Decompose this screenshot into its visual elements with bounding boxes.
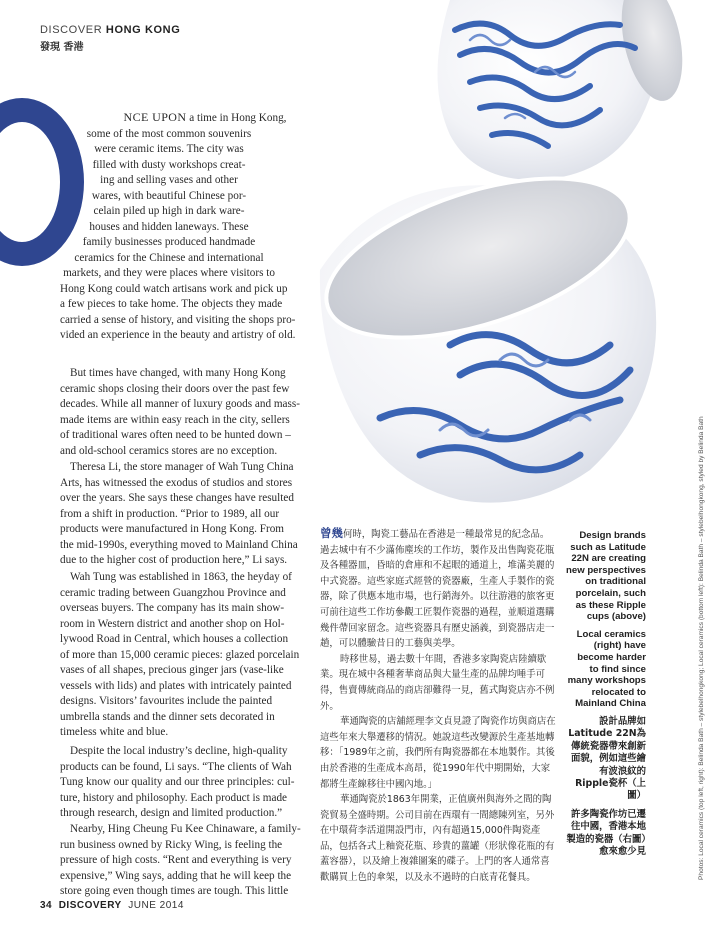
- article-line: products can be found, Li says. “The clients of Wah: [60, 760, 292, 773]
- article-line: store going even though times are tough. This little: [60, 885, 289, 897]
- article-line: ceramic shops closing their doors over the past few: [60, 382, 290, 395]
- section-title-zh: 發現 香港: [40, 42, 84, 53]
- section-title-bold: HONG KONG: [105, 24, 181, 36]
- photo-captions: [566, 530, 646, 864]
- article-paragraph: [60, 744, 310, 822]
- article-line: filled with dusty workshops creat-: [92, 158, 246, 171]
- article-line: through research, design and limited production.”: [60, 807, 283, 819]
- article-opening-line: [28, 110, 310, 127]
- article-line: markets, and they were places where visitors to: [63, 267, 275, 279]
- paragraph-text-zh: 何時，陶瓷工藝品在香港是一種最常見的紀念品。過去城中有不少滿佈塵埃的工作坊，製作及出售陶瓷花瓶及各種器皿，昏暗的倉庫和不起眼的通道上，堆滿美麗的中式瓷器。這些家庭式經營的瓷器廠，生產人手製作的瓷器，除了供應本地市場，也行銷海外。以往游港的旅客更可前往這些工作坊參觀工匠製作瓷器的過程，並順道選購幾件帶回家留念。這些瓷器具有歷史涵義，到瓷器店走一趟，可以體驗昔日的工藝與美學。: [320, 529, 555, 650]
- article-line: Tung know our quality and our three principles: cul-: [60, 776, 295, 788]
- article-paragraph: [60, 570, 310, 741]
- caption-local-en: Local ceramics (right) have become harder to find since many workshops relocated to Mainland China: [567, 628, 646, 710]
- page-footer: [40, 900, 184, 911]
- section-title-en: DISCOVER HONG KONG: [40, 24, 181, 36]
- bottom-cup: [307, 146, 656, 502]
- article-line: of traditional wares often need to be hunted down –: [60, 429, 291, 441]
- opening-rest: a time in Hong Kong,: [186, 112, 287, 124]
- article-line: were ceramic items. The city was: [94, 143, 244, 155]
- article-line: timeless white and blue.: [60, 726, 169, 738]
- article-line: due to the higher cost of production here,” Li says.: [60, 554, 288, 566]
- article-paragraph-zh: [320, 792, 556, 886]
- article-line: made items are within easy reach in the city, sellers: [60, 413, 290, 426]
- ripple-cups-photo: [300, 0, 690, 520]
- article-line: the mid-1990s, everything moved to Mainland China: [60, 538, 298, 551]
- paragraph-text-zh: 時移世易，過去數十年間，香港多家陶瓷店陸續歇業。現在城中各種奢華商品與大量生產的品牌均唾手可得，售賣傳統商品的商店卻難得一見，舊式陶瓷店亦不例外。: [320, 653, 555, 712]
- article-line: wares, with beautiful Chinese por-: [91, 189, 247, 202]
- article-line: But times have changed, with many Hong Kong: [70, 367, 286, 379]
- caption-ripple-en: Design brands such as Latitude 22N are creating new perspectives on traditional porcelain, such as these Ripple cups (above): [566, 530, 646, 623]
- article-line: ceramic trading between Guangzhou Province and: [60, 586, 286, 599]
- article-line: some of the most common souvenirs: [86, 127, 252, 140]
- opening-characters-zh: 曾幾: [320, 526, 343, 540]
- article-line: ing and selling vases and other: [100, 174, 238, 186]
- article-line: Theresa Li, the store manager of Wah Tung China: [70, 461, 294, 473]
- article-line: Wah Tung was established in 1863, the heyday of: [70, 571, 292, 583]
- article-line: umbrella stands and the dinner sets decorated in: [60, 710, 275, 723]
- paragraph-text-zh: 華通陶瓷的店舖經理李文貞見證了陶瓷作坊與商店在這些年來大舉遷移的情況。她說這些改變源於生產基地轉移：「1989年之前，我們所有陶瓷器都在本地製作。其後由於香港的生產成本高昂，從1990年代中期開始，大家都將生產線移往中國內地。」: [320, 716, 556, 790]
- article-line: over the years. She says these changes have resulted: [60, 492, 294, 504]
- article-line: houses and hidden laneways. These: [89, 220, 249, 233]
- article-paragraph: [60, 460, 310, 569]
- article-body-zh: [320, 526, 556, 886]
- magazine-name: DISCOVERY: [58, 900, 122, 911]
- article-line: ceramics for the Chinese and international: [74, 251, 264, 264]
- article-line: pressure of high costs. “Rent and everything is very: [60, 854, 292, 866]
- article-paragraph: [60, 822, 310, 900]
- article-line: vases of all shapes, precious ginger jars (vase-like: [60, 664, 284, 676]
- article-line: overseas buyers. The company has its main show-: [60, 602, 285, 614]
- article-line: celain piled up high in dark ware-: [93, 205, 245, 217]
- article-line: room in Western district and another shop on Hol-: [60, 617, 285, 630]
- article-line: carried a sense of history, and visiting the shops pro-: [60, 313, 296, 326]
- article-line: designs. Visitors’ favourites include the painted: [60, 695, 273, 707]
- article-line: Hong Kong could watch artisans work and pick up: [60, 282, 288, 295]
- article-line: vessels with lids) and plates with intricately painted: [60, 679, 292, 692]
- section-header: [40, 24, 180, 53]
- article-paragraph-zh: [320, 714, 556, 792]
- page-number: 34: [40, 900, 53, 911]
- photo-credit: Photos: Local ceramics (top left, right): Belinda Bath – stylebelhongkong; Local ceramics (bottom left): Belinda Bath – stylebelhongkong, styled by Belinda Bath: [698, 416, 705, 880]
- article-paragraph-zh: [320, 526, 556, 652]
- article-line: decades. While all manner of luxury goods and mass-: [60, 398, 300, 410]
- article-line: a few pieces to take home. The objects they made: [60, 298, 283, 310]
- paragraph-text-zh: 華通陶瓷於1863年開業，正值廣州與海外之間的陶瓷貿易全盛時期。公司目前在西環有一間總陳列室，另外在中環荷李活道開設門市，內有超過15,000件陶瓷產品，包括各式上釉瓷花瓶、珍貴的薑罐（形狀像花瓶的有蓋容器），以及繪上複雜圖案的碟子。上門的客人通常喜歡購買上色的傘架，以及永不過時的白底青花餐具。: [320, 794, 555, 884]
- article-paragraph: [28, 110, 310, 344]
- article-line: expensive,” Wing says, adding that he will keep the: [60, 869, 292, 882]
- article-paragraph: [60, 366, 310, 459]
- caption-local-zh: 許多陶瓷作坊已遷往中國，香港本地製造的瓷器（右圖）愈來愈少見: [566, 808, 646, 857]
- article-line: lywood Road in Central, which houses a collection: [60, 633, 289, 645]
- article-line: run business owned by Ricky Wing, is feeling the: [60, 838, 283, 851]
- opening-capitals: NCE UPON: [123, 110, 187, 124]
- article-line: ture, history and philosophy. Each product is made: [60, 791, 288, 804]
- article-line: Nearby, Hing Cheung Fu Kee Chinaware, a family-: [70, 823, 301, 835]
- article-paragraph-zh: [320, 652, 556, 714]
- top-cup: [438, 0, 691, 180]
- article-line: and old-school ceramics stores are no exception.: [60, 444, 278, 457]
- article-line: Arts, has witnessed the exodus of studios and stores: [60, 476, 293, 489]
- article-line: products were manufactured in Hong Kong. From: [60, 523, 285, 535]
- article-line: Despite the local industry’s decline, high-quality: [70, 745, 288, 757]
- issue-date: JUNE 2014: [128, 900, 184, 911]
- caption-ripple-zh: 設計品牌如Latitude 22N為傳統瓷器帶來創新面貌，例如這些繪有波浪紋的Ripple瓷杯（上圖）: [568, 715, 646, 802]
- article-line: from a shift in production. “Prior to 1989, all our: [60, 507, 280, 520]
- article-line: of more than 15,000 ceramic pieces: glazed porcelain: [60, 648, 300, 661]
- article-line: family businesses produced handmade: [82, 236, 256, 248]
- article-line: vided an experience in the beauty and artistry of old.: [60, 329, 296, 341]
